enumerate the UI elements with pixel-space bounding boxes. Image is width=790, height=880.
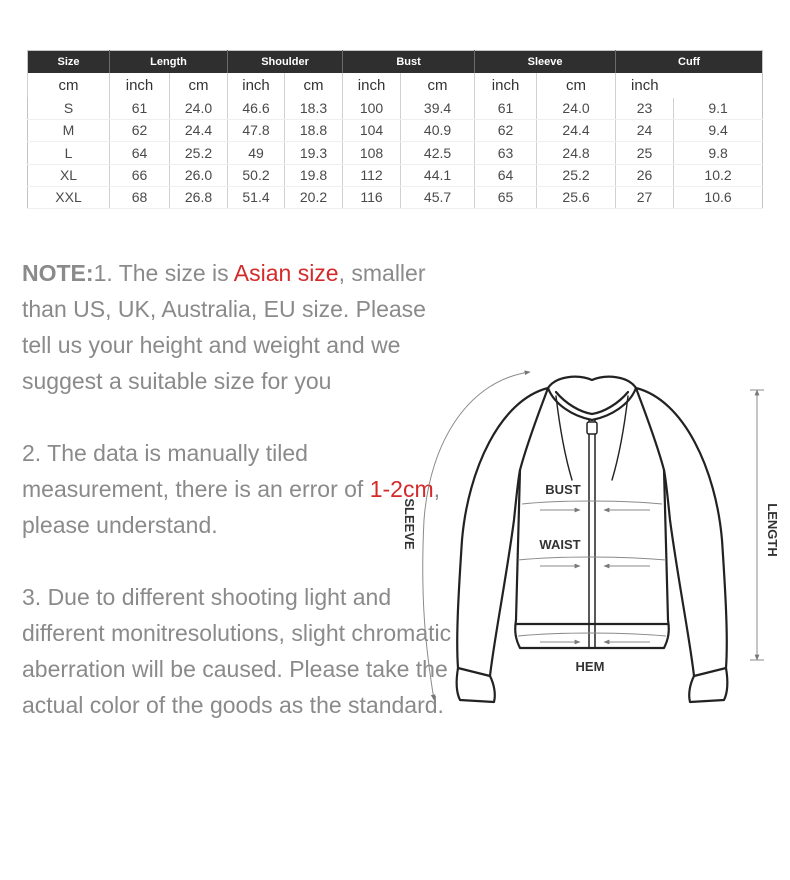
size-value-cell: 25.2 (170, 142, 228, 164)
note-3 (22, 579, 452, 723)
size-value-cell: 108 (343, 142, 401, 164)
size-value-cell: 26.8 (170, 186, 228, 208)
unit-cm: cm (401, 73, 475, 98)
size-value-cell: 49 (228, 142, 285, 164)
size-value-cell: 18.8 (285, 120, 343, 142)
size-value-cell: 25.6 (537, 186, 616, 208)
size-row-m (28, 120, 763, 142)
hem-measure-line (518, 633, 666, 636)
size-value-cell: 61 (110, 98, 170, 120)
size-value-cell: 24.4 (170, 120, 228, 142)
size-chart-table (27, 50, 763, 209)
zipper-icon (587, 420, 597, 648)
size-value-cell: 25 (616, 142, 674, 164)
size-value-cell: 10.6 (674, 186, 763, 208)
size-value-cell: 24.4 (537, 120, 616, 142)
size-value-cell: 10.2 (674, 164, 763, 186)
size-value-cell: 19.3 (285, 142, 343, 164)
size-value-cell: 9.8 (674, 142, 763, 164)
unit-inch: inch (228, 73, 285, 98)
size-value-cell: 65 (475, 186, 537, 208)
note-1-highlight: Asian size (233, 260, 339, 286)
size-value-cell: 66 (110, 164, 170, 186)
size-value-cell: 24.8 (537, 142, 616, 164)
size-label: L (28, 142, 110, 164)
unit-cm: cm (28, 73, 110, 98)
size-value-cell: 104 (343, 120, 401, 142)
size-value-cell: 44.1 (401, 164, 475, 186)
size-value-cell: 63 (475, 142, 537, 164)
size-value-cell: 68 (110, 186, 170, 208)
size-value-cell: 116 (343, 186, 401, 208)
jacket-measurement-diagram (395, 360, 785, 710)
size-label: XL (28, 164, 110, 186)
size-value-cell: 50.2 (228, 164, 285, 186)
size-row-xl (28, 164, 763, 186)
note-2-suffix: , please understand. (22, 476, 441, 538)
bust-label: BUST (545, 482, 581, 497)
unit-inch: inch (110, 73, 170, 98)
waist-label: WAIST (539, 537, 581, 552)
size-label: XXL (28, 186, 110, 208)
sleeve-measure-line (423, 372, 530, 700)
unit-cm: cm (285, 73, 343, 98)
size-value-cell: 51.4 (228, 186, 285, 208)
size-value-cell: 24 (616, 120, 674, 142)
note-2-highlight: 1-2cm (369, 476, 434, 502)
shoulder-header: Shoulder (228, 51, 343, 74)
size-value-cell: 23 (616, 98, 674, 120)
size-label: M (28, 120, 110, 142)
size-value-cell: 25.2 (537, 164, 616, 186)
size-column-header: Size (28, 51, 110, 74)
size-value-cell: 100 (343, 98, 401, 120)
bust-measure-line (522, 501, 662, 504)
waist-measure-line (518, 557, 666, 560)
size-value-cell: 20.2 (285, 186, 343, 208)
measurement-header-row (28, 51, 763, 74)
sleeve-label: SLEEVE (402, 498, 417, 550)
length-label: LENGTH (765, 503, 780, 557)
unit-header-row (28, 73, 763, 98)
size-value-cell: 9.1 (674, 98, 763, 120)
note-label: NOTE: (22, 260, 94, 286)
unit-cm: cm (537, 73, 616, 98)
size-row-s (28, 98, 763, 120)
note-1-prefix: 1. The size is (93, 260, 234, 286)
note-2 (22, 435, 452, 543)
unit-inch: inch (475, 73, 537, 98)
size-value-cell: 18.3 (285, 98, 343, 120)
size-value-cell: 26 (616, 164, 674, 186)
notes-section (22, 255, 452, 759)
size-label: S (28, 98, 110, 120)
size-value-cell: 27 (616, 186, 674, 208)
size-row-xxl (28, 186, 763, 208)
unit-inch: inch (343, 73, 401, 98)
size-value-cell: 62 (110, 120, 170, 142)
size-value-cell: 40.9 (401, 120, 475, 142)
size-value-cell: 64 (110, 142, 170, 164)
size-value-cell: 61 (475, 98, 537, 120)
size-row-l (28, 142, 763, 164)
note-1 (22, 255, 452, 399)
unit-cm: cm (170, 73, 228, 98)
note-3-text: 3. Due to different shooting light and different monitresolutions, slight chromatic aberration will be caused. Please take the actual color of the goods as the standard. (22, 584, 452, 718)
unit-inch: inch (616, 73, 674, 98)
size-value-cell: 39.4 (401, 98, 475, 120)
size-value-cell: 112 (343, 164, 401, 186)
note-2-prefix: 2. The data is manually tiled measurement, there is an error of (22, 440, 370, 502)
size-value-cell: 9.4 (674, 120, 763, 142)
note-1-suffix: , smaller than US, UK, Australia, EU size. Please tell us your height and weight and we suggest a suitable size for you (22, 260, 426, 394)
size-value-cell: 46.6 (228, 98, 285, 120)
sleeve-header: Sleeve (475, 51, 616, 74)
size-value-cell: 19.8 (285, 164, 343, 186)
size-value-cell: 45.7 (401, 186, 475, 208)
size-value-cell: 47.8 (228, 120, 285, 142)
size-value-cell: 64 (475, 164, 537, 186)
size-value-cell: 24.0 (170, 98, 228, 120)
size-value-cell: 62 (475, 120, 537, 142)
cuff-header: Cuff (616, 51, 763, 74)
size-value-cell: 24.0 (537, 98, 616, 120)
size-value-cell: 42.5 (401, 142, 475, 164)
length-header: Length (110, 51, 228, 74)
size-value-cell: 26.0 (170, 164, 228, 186)
hem-label: HEM (575, 659, 605, 674)
bust-header: Bust (343, 51, 475, 74)
